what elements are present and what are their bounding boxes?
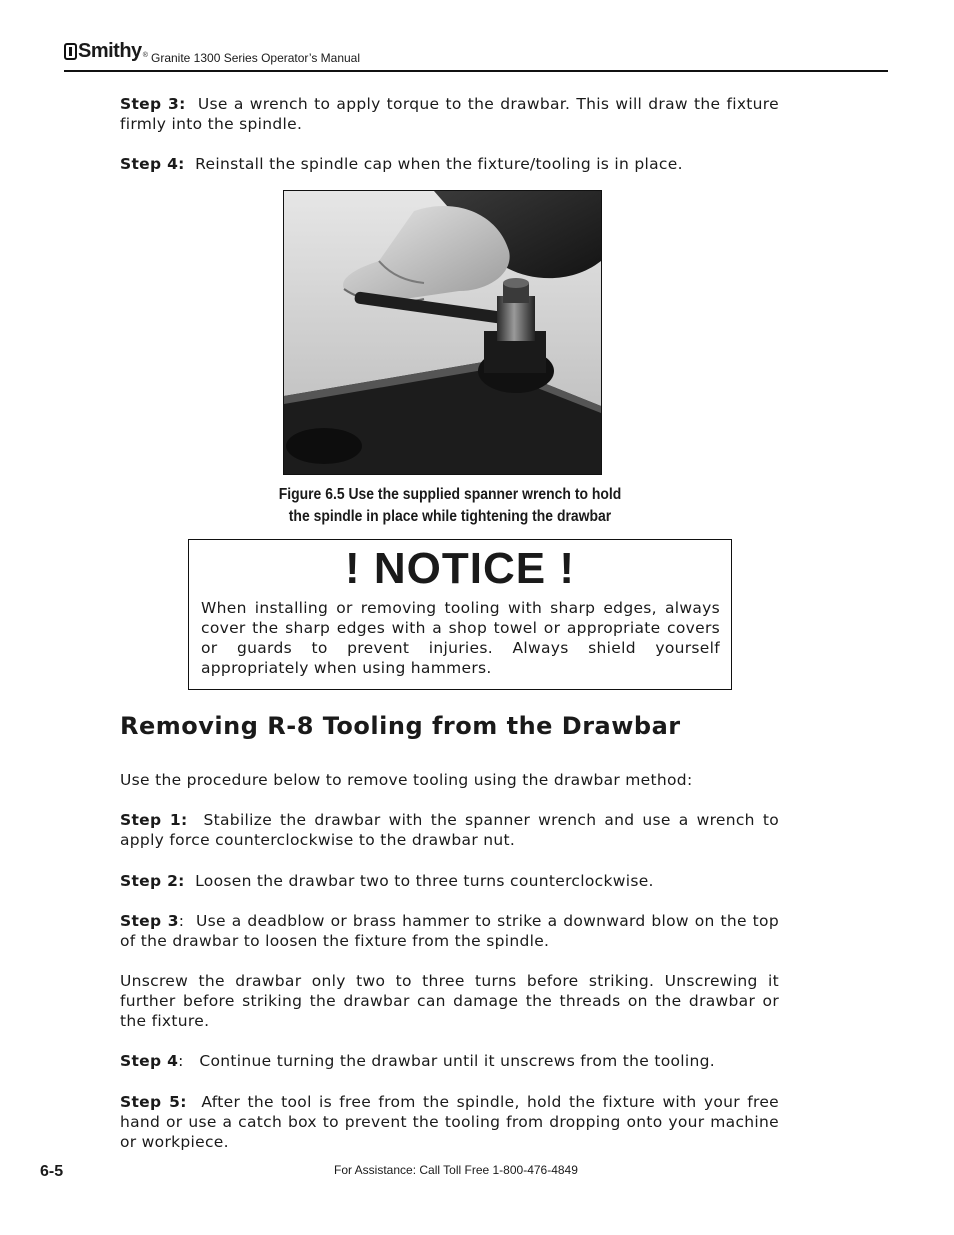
- smithy-logo-icon: [64, 43, 77, 60]
- step-text: After the tool is free from the spindle, hold the fixture with your free hand or use a catch box to prevent the tooling from dropping onto your machine or workpiece.: [120, 1093, 779, 1151]
- caption-line: the spindle in place while tightening the drawbar: [288, 508, 612, 525]
- page-number: 6-5: [40, 1163, 64, 1180]
- install-step-3: [120, 94, 779, 134]
- figure-photo-spanner-wrench: [283, 190, 602, 475]
- step-text: Loosen the drawbar two to three turns counterclockwise.: [195, 872, 654, 890]
- step-label: Step 2:: [120, 872, 185, 890]
- step-label: Step 1:: [120, 811, 188, 829]
- notice-body: When installing or removing tooling with sharp edges, always cover the sharp edges with a shop towel or appropriate covers or guards to prevent injuries. Always shield yourself appropriately when using hammers.: [201, 599, 720, 677]
- step-label: Step 4: [120, 1052, 179, 1070]
- section-heading: Removing R-8 Tooling from the Drawbar: [120, 712, 681, 740]
- install-step-4: [120, 154, 779, 174]
- remove-step-4: [120, 1051, 779, 1071]
- remove-step-5: [120, 1092, 779, 1152]
- step-label: Step 3:: [120, 95, 186, 113]
- remove-step-3: [120, 911, 779, 951]
- photo-illustration: [284, 191, 601, 474]
- smithy-logo: [64, 42, 148, 60]
- caption-line: Figure 6.5 Use the supplied spanner wrench to hold: [278, 486, 622, 503]
- step-separator: :: [178, 1052, 184, 1070]
- step-label: Step 3: [120, 912, 179, 930]
- step-separator: :: [178, 912, 185, 930]
- step-text: Use a deadblow or brass hammer to strike a downward blow on the top of the drawbar to loosen the fixture from the spindle.: [120, 912, 779, 950]
- procedure-intro: Use the procedure below to remove tooling using the drawbar method:: [120, 771, 693, 789]
- remove-step-1: [120, 810, 779, 850]
- page-header: [64, 40, 888, 72]
- step-label: Step 5:: [120, 1093, 187, 1111]
- step-text: Stabilize the drawbar with the spanner wrench and use a wrench to apply force counterclockwise to the drawbar nut.: [120, 811, 779, 849]
- assistance-phone: For Assistance: Call Toll Free 1-800-476-4849: [334, 1163, 578, 1177]
- brand-name: Smithy: [78, 40, 142, 62]
- registered-mark: ®: [142, 52, 148, 59]
- notice-title: ! NOTICE !: [345, 544, 575, 593]
- strike-warning: Unscrew the drawbar only two to three turns before striking. Unscrewing it further before striking the drawbar can damage the threads on the drawbar or the fixture.: [120, 972, 779, 1030]
- step-text: Reinstall the spindle cap when the fixture/tooling is in place.: [195, 155, 683, 173]
- step-label: Step 4:: [120, 155, 185, 173]
- remove-step-2: [120, 871, 779, 891]
- step-text: Use a wrench to apply torque to the drawbar. This will draw the fixture firmly into the spindle.: [120, 95, 779, 133]
- manual-title: Granite 1300 Series Operator’s Manual: [151, 51, 361, 65]
- notice-box: [188, 539, 732, 690]
- step-text: Continue turning the drawbar until it unscrews from the tooling.: [199, 1052, 715, 1070]
- figure-caption: [225, 484, 675, 528]
